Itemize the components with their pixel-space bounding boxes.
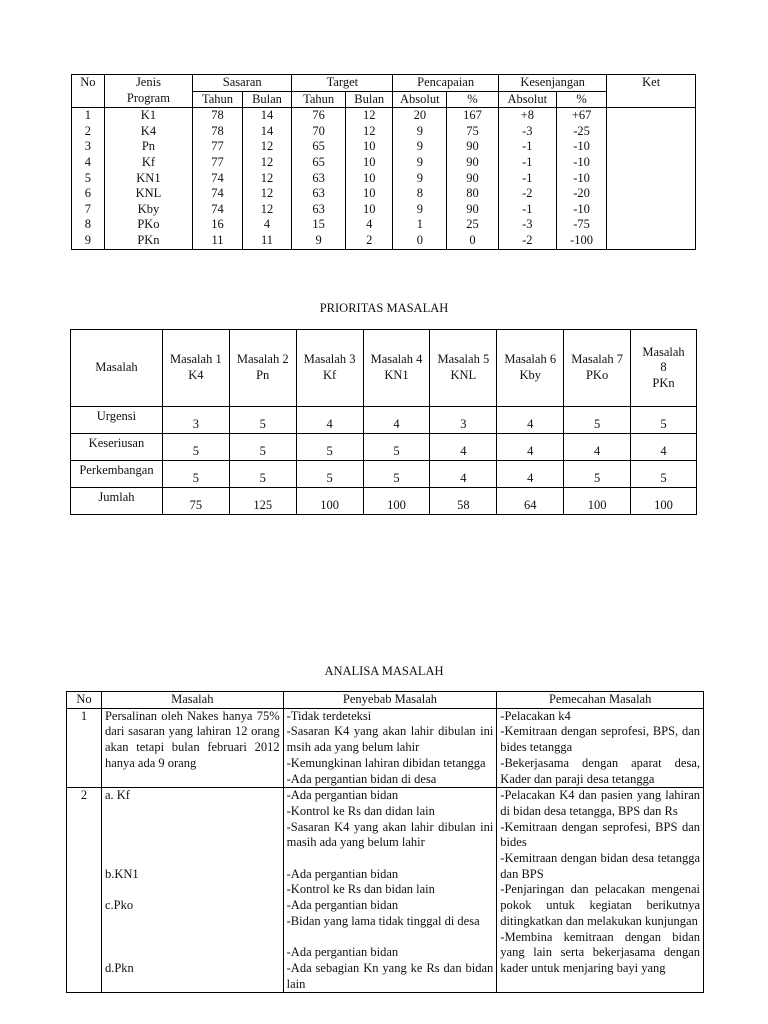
analisa-row-1-no: 1 <box>67 708 102 788</box>
cell-jenis: K4 <box>104 124 193 140</box>
prioritas-score: 4 <box>497 461 564 488</box>
penyebab-item: -Ada pergantian bidan <box>286 866 399 881</box>
prioritas-header-masalah-7 <box>564 330 631 407</box>
header-pencapaian-percent: % <box>447 91 499 108</box>
cell-ket <box>607 202 696 218</box>
cell-pencapaian-absolut: 0 <box>393 233 447 249</box>
prioritas-title: PRIORITAS MASALAH <box>319 301 449 315</box>
cell-ket <box>607 171 696 187</box>
cell-target-bulan: 10 <box>346 171 393 187</box>
prioritas-score: 4 <box>497 407 564 434</box>
header-sasaran-tahun: Tahun <box>193 91 243 108</box>
prioritas-header-line: Kf <box>322 368 337 382</box>
prioritas-score: 100 <box>631 488 697 515</box>
prioritas-header-masalah-3 <box>296 330 363 407</box>
cell-target-tahun: 63 <box>292 202 346 218</box>
prioritas-score: 3 <box>430 407 497 434</box>
cell-sasaran-bulan: 12 <box>242 155 292 171</box>
table-row <box>72 202 696 218</box>
table-row <box>72 186 696 202</box>
cell-kesenjangan-percent: -20 <box>556 186 607 202</box>
analisa-header-penyebab: Penyebab Masalah <box>283 692 497 709</box>
prioritas-header-row <box>71 330 697 407</box>
pemecahan-item: -Pelacakan k4 <box>500 708 571 723</box>
header-ket: Ket <box>607 75 696 92</box>
prioritas-score: 5 <box>363 461 430 488</box>
prioritas-header-line: PKn <box>652 375 675 390</box>
prioritas-score: 5 <box>631 407 697 434</box>
table-row <box>72 139 696 155</box>
capaian-table <box>71 74 696 250</box>
cell-ket <box>607 139 696 155</box>
pemecahan-item: -Kemitraan dengan seprofesi, BPS, dan bides tetangga <box>500 724 700 755</box>
cell-jenis: KNL <box>104 186 193 202</box>
prioritas-score: 4 <box>564 434 631 461</box>
cell-target-tahun: 70 <box>292 124 346 140</box>
cell-target-tahun: 63 <box>292 171 346 187</box>
cell-pencapaian-absolut: 1 <box>393 217 447 233</box>
prioritas-header-line: Masalah 4 <box>370 352 423 367</box>
penyebab-item: -Tidak terdeteksi <box>286 708 372 723</box>
prioritas-score: 5 <box>229 461 296 488</box>
sub-masalah-pkn: d.Pkn <box>104 960 134 975</box>
cell-kesenjangan-absolut: -1 <box>498 171 556 187</box>
header-ket-spacer <box>607 91 696 108</box>
prioritas-header-line: PKo <box>585 368 609 382</box>
cell-no: 4 <box>72 155 105 171</box>
cell-pencapaian-absolut: 9 <box>393 202 447 218</box>
prioritas-header-line: Masalah 7 <box>571 352 623 367</box>
prioritas-header-line: KNL <box>450 368 477 382</box>
prioritas-header-line: Kby <box>519 368 541 382</box>
header-target: Target <box>292 75 393 92</box>
cell-sasaran-tahun: 77 <box>193 155 243 171</box>
cell-kesenjangan-percent: -10 <box>556 202 607 218</box>
prioritas-table-body <box>71 407 697 515</box>
cell-target-tahun: 9 <box>292 233 346 249</box>
cell-target-tahun: 15 <box>292 217 346 233</box>
cell-pencapaian-absolut: 9 <box>393 139 447 155</box>
cell-kesenjangan-absolut: -1 <box>498 139 556 155</box>
table-row <box>72 155 696 171</box>
prioritas-row-label: Keseriusan <box>71 434 163 461</box>
analisa-row-2-pemecahan <box>497 788 704 993</box>
cell-jenis: PKo <box>104 217 193 233</box>
cell-no: 7 <box>72 202 105 218</box>
header-pencapaian-absolut: Absolut <box>393 91 447 108</box>
cell-kesenjangan-percent: -10 <box>556 155 607 171</box>
cell-target-tahun: 63 <box>292 186 346 202</box>
table-row <box>71 434 697 461</box>
prioritas-score: 5 <box>162 461 229 488</box>
prioritas-header-masalah-6 <box>497 330 564 407</box>
cell-ket <box>607 155 696 171</box>
cell-target-tahun: 65 <box>292 139 346 155</box>
cell-kesenjangan-percent: -100 <box>556 233 607 249</box>
prioritas-header-masalah-2 <box>229 330 296 407</box>
prioritas-header-line: Masalah <box>642 344 685 359</box>
prioritas-header-line: 8 <box>660 360 667 375</box>
cell-kesenjangan-percent: -10 <box>556 139 607 155</box>
prioritas-header-label: Masalah <box>71 330 163 407</box>
penyebab-item: -Kontrol ke Rs dan bidan lain <box>286 882 435 897</box>
cell-target-tahun: 76 <box>292 108 346 124</box>
prioritas-score: 64 <box>497 488 564 515</box>
cell-jenis: Pn <box>104 139 193 155</box>
prioritas-score: 5 <box>631 461 697 488</box>
header-jenis-line1: Jenis <box>104 75 193 92</box>
cell-pencapaian-percent: 80 <box>447 186 499 202</box>
cell-no: 5 <box>72 171 105 187</box>
analisa-row-2-no: 2 <box>67 788 102 993</box>
cell-kesenjangan-absolut: -3 <box>498 124 556 140</box>
cell-sasaran-tahun: 78 <box>193 124 243 140</box>
analisa-header-row <box>67 692 704 709</box>
cell-no: 2 <box>72 124 105 140</box>
cell-target-bulan: 10 <box>346 139 393 155</box>
penyebab-item: -Sasaran K4 yang akan lahir dibulan ini masih ada yang belum lahir <box>286 819 494 850</box>
prioritas-score: 75 <box>162 488 229 515</box>
header-no: No <box>72 75 105 92</box>
prioritas-header-line: K4 <box>188 368 204 382</box>
cell-kesenjangan-absolut: -3 <box>498 217 556 233</box>
cell-pencapaian-percent: 0 <box>447 233 499 249</box>
analisa-header-no: No <box>67 692 102 709</box>
cell-sasaran-bulan: 4 <box>242 217 292 233</box>
cell-pencapaian-percent: 90 <box>447 171 499 187</box>
cell-pencapaian-percent: 167 <box>447 108 499 124</box>
analisa-row-2 <box>67 788 704 993</box>
cell-pencapaian-percent: 90 <box>447 139 499 155</box>
penyebab-item: -Bidan yang lama tidak tinggal di desa <box>286 913 480 928</box>
analisa-row-1 <box>67 708 704 788</box>
cell-target-bulan: 10 <box>346 186 393 202</box>
prioritas-header-masalah-5 <box>430 330 497 407</box>
cell-sasaran-bulan: 14 <box>242 108 292 124</box>
header-kesenjangan-absolut: Absolut <box>498 91 556 108</box>
prioritas-header-line: KN1 <box>384 368 409 382</box>
prioritas-header-line: Masalah 3 <box>303 352 356 367</box>
cell-target-bulan: 4 <box>346 217 393 233</box>
sub-masalah-kf: a. Kf <box>104 788 130 803</box>
header-kesenjangan-percent: % <box>556 91 607 108</box>
prioritas-score: 4 <box>497 434 564 461</box>
prioritas-score: 5 <box>564 407 631 434</box>
header-kesenjangan: Kesenjangan <box>498 75 607 92</box>
cell-sasaran-bulan: 11 <box>242 233 292 249</box>
prioritas-score: 4 <box>430 461 497 488</box>
cell-target-bulan: 2 <box>346 233 393 249</box>
cell-sasaran-tahun: 74 <box>193 186 243 202</box>
prioritas-score: 5 <box>229 407 296 434</box>
cell-sasaran-bulan: 12 <box>242 186 292 202</box>
cell-ket <box>607 217 696 233</box>
analisa-row-1-pemecahan <box>497 708 704 788</box>
analisa-table <box>66 691 704 993</box>
pemecahan-item: -Penjaringan dan pelacakan mengenai pokok untuk kegiatan berikutnya ditingkatkan dan melakukan kunjungan <box>500 882 700 928</box>
penyebab-item: -Kemungkinan lahiran dibidan tetangga <box>286 755 486 770</box>
cell-kesenjangan-percent: -75 <box>556 217 607 233</box>
penyebab-item: -Ada pergantian bidan di desa <box>286 771 437 786</box>
cell-jenis: PKn <box>104 233 193 249</box>
cell-sasaran-tahun: 74 <box>193 202 243 218</box>
prioritas-header-line: Masalah 5 <box>437 352 490 367</box>
prioritas-score: 4 <box>363 407 430 434</box>
analisa-row-1-masalah: Persalinan oleh Nakes hanya 75% dari sasaran yang lahiran 12 orang akan tetapi bulan februari 2012 hanya ada 9 orang <box>101 708 283 788</box>
penyebab-item: -Ada pergantian bidan <box>286 945 399 960</box>
prioritas-score: 58 <box>430 488 497 515</box>
prioritas-header-masalah-8 <box>631 330 697 407</box>
cell-target-tahun: 65 <box>292 155 346 171</box>
prioritas-score: 4 <box>296 407 363 434</box>
cell-kesenjangan-absolut: -1 <box>498 155 556 171</box>
table-row <box>72 124 696 140</box>
cell-target-bulan: 10 <box>346 202 393 218</box>
cell-jenis: KN1 <box>104 171 193 187</box>
cell-target-bulan: 12 <box>346 124 393 140</box>
cell-pencapaian-absolut: 9 <box>393 124 447 140</box>
cell-pencapaian-percent: 25 <box>447 217 499 233</box>
cell-no: 3 <box>72 139 105 155</box>
analisa-row-2-masalah <box>101 788 283 993</box>
prioritas-row-label: Urgensi <box>71 407 163 434</box>
prioritas-score: 3 <box>162 407 229 434</box>
cell-jenis: Kf <box>104 155 193 171</box>
table-row <box>72 171 696 187</box>
prioritas-row-label: Jumlah <box>71 488 163 515</box>
penyebab-item: -Kontrol ke Rs dan didan lain <box>286 803 435 818</box>
cell-ket <box>607 233 696 249</box>
header-pencapaian: Pencapaian <box>393 75 498 92</box>
table-row <box>71 407 697 434</box>
prioritas-score: 4 <box>430 434 497 461</box>
cell-no: 6 <box>72 186 105 202</box>
prioritas-score: 5 <box>296 461 363 488</box>
cell-kesenjangan-absolut: -1 <box>498 202 556 218</box>
table-row <box>72 217 696 233</box>
analisa-title: ANALISA MASALAH <box>324 664 444 678</box>
table-row <box>72 108 696 124</box>
cell-sasaran-tahun: 11 <box>193 233 243 249</box>
header-target-tahun: Tahun <box>292 91 346 108</box>
analisa-row-2-penyebab <box>283 788 497 993</box>
header-sasaran: Sasaran <box>193 75 292 92</box>
prioritas-header-line: Masalah 2 <box>236 352 289 367</box>
cell-sasaran-bulan: 12 <box>242 139 292 155</box>
prioritas-score: 5 <box>229 434 296 461</box>
analisa-header-masalah: Masalah <box>101 692 283 709</box>
cell-pencapaian-absolut: 9 <box>393 155 447 171</box>
sub-masalah-kn1: b.KN1 <box>104 866 139 881</box>
prioritas-header-masalah-4 <box>363 330 430 407</box>
prioritas-score: 100 <box>363 488 430 515</box>
prioritas-score: 100 <box>564 488 631 515</box>
table-row <box>71 488 697 515</box>
cell-sasaran-tahun: 16 <box>193 217 243 233</box>
cell-no: 8 <box>72 217 105 233</box>
penyebab-item: -Ada sebagian Kn yang ke Rs dan bidan lain <box>286 960 494 991</box>
prioritas-header-line: Masalah 6 <box>504 352 557 367</box>
cell-kesenjangan-absolut: +8 <box>498 108 556 124</box>
cell-no: 1 <box>72 108 105 124</box>
cell-jenis: K1 <box>104 108 193 124</box>
cell-pencapaian-percent: 90 <box>447 202 499 218</box>
cell-pencapaian-percent: 75 <box>447 124 499 140</box>
cell-sasaran-bulan: 12 <box>242 202 292 218</box>
cell-jenis: Kby <box>104 202 193 218</box>
cell-kesenjangan-percent: -10 <box>556 171 607 187</box>
cell-kesenjangan-absolut: -2 <box>498 233 556 249</box>
header-jenis-line2: Program <box>104 91 193 108</box>
penyebab-item: -Ada pergantian bidan <box>286 788 399 803</box>
prioritas-table <box>70 329 697 515</box>
pemecahan-item: -Bekerjasama dengan aparat desa, Kader dan paraji desa tetangga <box>500 755 700 786</box>
cell-sasaran-bulan: 12 <box>242 171 292 187</box>
cell-pencapaian-absolut: 9 <box>393 171 447 187</box>
cell-kesenjangan-percent: -25 <box>556 124 607 140</box>
prioritas-row-label: Perkembangan <box>71 461 163 488</box>
cell-kesenjangan-percent: +67 <box>556 108 607 124</box>
prioritas-header-masalah-1 <box>162 330 229 407</box>
prioritas-score: 5 <box>564 461 631 488</box>
header-target-bulan: Bulan <box>346 91 393 108</box>
cell-target-bulan: 10 <box>346 155 393 171</box>
pemecahan-item: -Kemitraan dengan seprofesi, BPS dan bides <box>500 819 700 850</box>
prioritas-header-line: Pn <box>256 368 270 382</box>
prioritas-score: 125 <box>229 488 296 515</box>
header-no-spacer <box>72 91 105 108</box>
cell-ket <box>607 108 696 124</box>
analisa-row-1-penyebab <box>283 708 497 788</box>
prioritas-score: 100 <box>296 488 363 515</box>
analisa-header-pemecahan: Pemecahan Masalah <box>497 692 704 709</box>
cell-pencapaian-percent: 90 <box>447 155 499 171</box>
pemecahan-item: -Membina kemitraan dengan bidan yang lain serta bekerjasama dengan kader untuk menjaring bayi yang <box>500 929 700 975</box>
cell-pencapaian-absolut: 20 <box>393 108 447 124</box>
capaian-table-body <box>72 108 696 249</box>
cell-no: 9 <box>72 233 105 249</box>
cell-kesenjangan-absolut: -2 <box>498 186 556 202</box>
prioritas-header-line: Masalah 1 <box>169 352 222 367</box>
cell-sasaran-tahun: 77 <box>193 139 243 155</box>
penyebab-item: -Ada pergantian bidan <box>286 898 399 913</box>
table-row <box>71 461 697 488</box>
pemecahan-item: -Kemitraan dengan bidan desa tetangga dan BPS <box>500 851 700 881</box>
sub-masalah-pko: c.Pko <box>104 898 134 913</box>
prioritas-score: 5 <box>162 434 229 461</box>
header-sasaran-bulan: Bulan <box>242 91 292 108</box>
penyebab-item: -Sasaran K4 yang akan lahir dibulan ini msih ada yang belum lahir <box>286 724 494 755</box>
cell-ket <box>607 186 696 202</box>
cell-sasaran-bulan: 14 <box>242 124 292 140</box>
cell-ket <box>607 124 696 140</box>
cell-sasaran-tahun: 78 <box>193 108 243 124</box>
cell-target-bulan: 12 <box>346 108 393 124</box>
cell-sasaran-tahun: 74 <box>193 171 243 187</box>
cell-pencapaian-absolut: 8 <box>393 186 447 202</box>
prioritas-score: 4 <box>631 434 697 461</box>
table-row <box>72 233 696 249</box>
pemecahan-item: -Pelacakan K4 dan pasien yang lahiran di bidan desa tetangga, BPS dan Rs <box>500 788 700 818</box>
prioritas-score: 5 <box>296 434 363 461</box>
prioritas-score: 5 <box>363 434 430 461</box>
